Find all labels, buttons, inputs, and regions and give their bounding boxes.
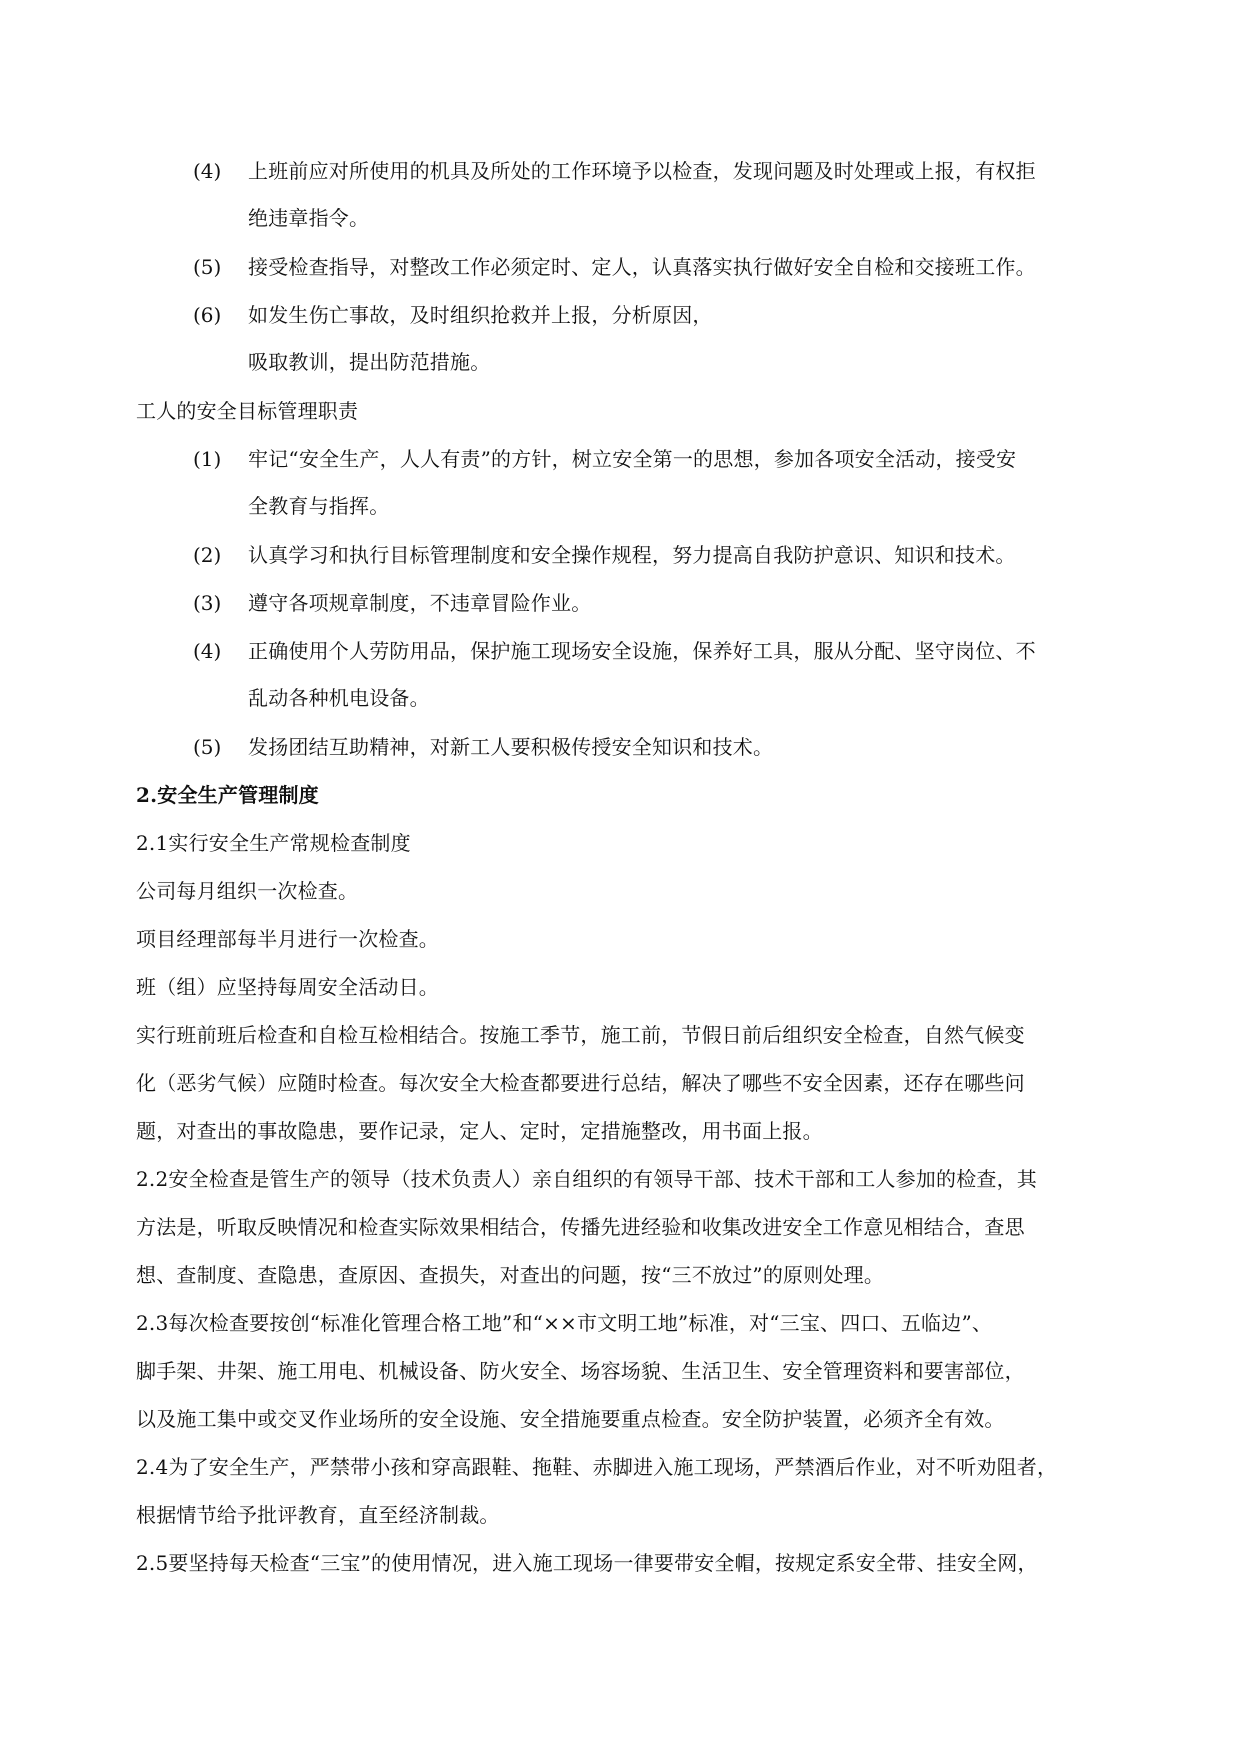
list-item-text: 发扬团结互助精神，对新工人要积极传授安全知识和技术。: [248, 735, 774, 759]
list-item-text: 牢记“安全生产，人人有责”的方针，树立安全第一的思想，参加各项安全活动，接受安: [248, 447, 1017, 471]
list-number: (6): [193, 303, 222, 327]
list-item-text: 认真学习和执行目标管理制度和安全操作规程，努力提高自我防护意识、知识和技术。: [248, 543, 1016, 567]
list-item-text: 正确使用个人劳防用品，保护施工现场安全设施，保养好工具，服从分配、坚守岗位、不: [248, 639, 1036, 663]
section-title: 2.安全生产管理制度: [136, 783, 319, 807]
paragraph-line: 班（组）应坚持每周安全活动日。: [136, 975, 439, 999]
paragraph-line: 以及施工集中或交叉作业场所的安全设施、安全措施要重点检查。安全防护装置，必须齐全有效。: [136, 1407, 1005, 1431]
list-item-text: 乱动各种机电设备。: [248, 686, 430, 710]
list-item-text: 吸取教训，提出防范措施。: [248, 350, 491, 374]
paragraph-line: 题，对查出的事故隐患，要作记录，定人、定时，定措施整改，用书面上报。: [136, 1119, 823, 1143]
paragraph-line: 化（恶劣气候）应随时检查。每次安全大检查都要进行总结，解决了哪些不安全因素，还存在哪些问: [136, 1071, 1025, 1095]
paragraph-line: 实行班前班后检查和自检互检相结合。按施工季节，施工前，节假日前后组织安全检查，自然气候变: [136, 1023, 1025, 1047]
list-item-text: 遵守各项规章制度，不违章冒险作业。: [248, 591, 592, 615]
subheading: 工人的安全目标管理职责: [136, 399, 359, 423]
list-item-text: 接受检查指导，对整改工作必须定时、定人，认真落实执行做好安全自检和交接班工作。: [248, 255, 1036, 279]
paragraph-line: 项目经理部每半月进行一次检查。: [136, 927, 439, 951]
paragraph-line: 2.4为了安全生产，严禁带小孩和穿高跟鞋、拖鞋、赤脚进入施工现场，严禁酒后作业，对不听劝阻者，: [136, 1455, 1058, 1479]
paragraph-line: 公司每月组织一次检查。: [136, 879, 359, 903]
list-number: (4): [193, 639, 222, 663]
list-item-text: 如发生伤亡事故，及时组织抢救并上报，分析原因，: [248, 303, 713, 327]
paragraph-line: 2.2安全检查是管生产的领导（技术负责人）亲自组织的有领导干部、技术干部和工人参加的检查，其: [136, 1167, 1038, 1191]
list-item-text: 绝违章指令。: [248, 206, 370, 230]
list-number: (1): [193, 447, 222, 471]
list-number: (5): [193, 735, 222, 759]
paragraph-line: 根据情节给予批评教育，直至经济制裁。: [136, 1503, 500, 1527]
paragraph-line: 方法是，听取反映情况和检查实际效果相结合，传播先进经验和收集改进安全工作意见相结合，查思: [136, 1215, 1025, 1239]
list-number: (4): [193, 159, 222, 183]
list-item-text: 上班前应对所使用的机具及所处的工作环境予以检查，发现问题及时处理或上报，有权拒: [248, 159, 1036, 183]
paragraph-line: 2.1实行安全生产常规检查制度: [136, 831, 411, 855]
paragraph-line: 想、查制度、查隐患，查原因、查损失，对查出的问题，按“三不放过”的原则处理。: [136, 1263, 885, 1287]
paragraph-line: 2.5要坚持每天检查“三宝”的使用情况，进入施工现场一律要带安全帽，按规定系安全带、挂安全网，: [136, 1551, 1038, 1575]
paragraph-line: 2.3每次检查要按创“标准化管理合格工地”和“××市文明工地”标准，对“三宝、四口、五临边”、: [136, 1311, 993, 1335]
list-number: (2): [193, 543, 222, 567]
paragraph-line: 脚手架、井架、施工用电、机械设备、防火安全、场容场貌、生活卫生、安全管理资料和要害部位，: [136, 1359, 1025, 1383]
list-number: (5): [193, 255, 222, 279]
list-number: (3): [193, 591, 222, 615]
list-item-text: 全教育与指挥。: [248, 494, 390, 518]
